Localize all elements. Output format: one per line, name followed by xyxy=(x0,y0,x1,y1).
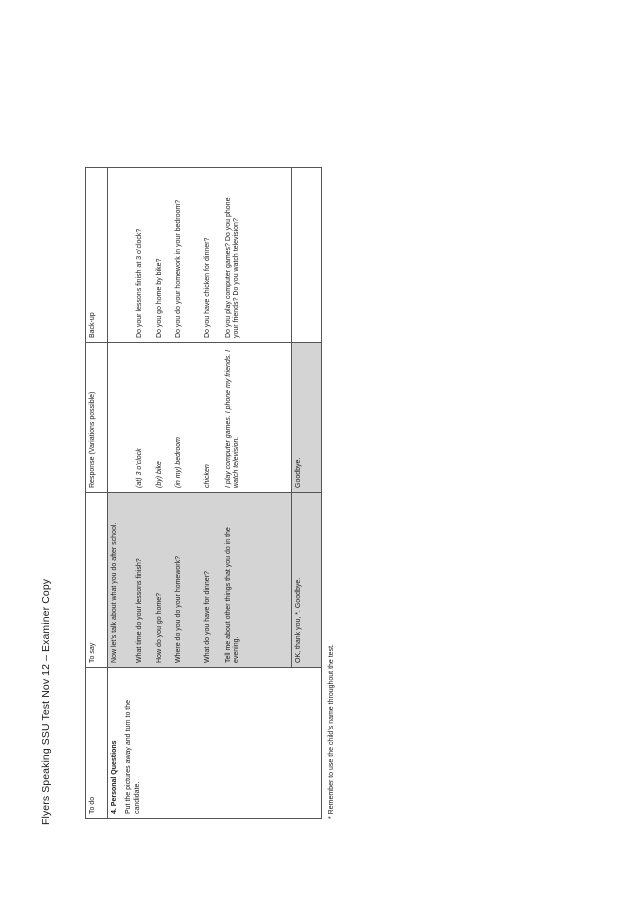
backup-cell-empty xyxy=(291,168,321,343)
question-response: (by) bike xyxy=(155,461,163,488)
question-response: (at) 3 o’clock xyxy=(135,448,143,488)
table-row xyxy=(291,168,321,819)
footnote: * Remember to use the child’s name throughout the test. xyxy=(328,644,335,819)
todo-cell xyxy=(107,668,291,819)
section-title: 4. Personal Questions xyxy=(110,740,118,814)
backup-cell xyxy=(107,168,291,343)
question-response: (in my) bedroom xyxy=(174,437,182,488)
header-todo: To do xyxy=(86,668,108,819)
table-row xyxy=(107,168,291,819)
closing-response: Goodbye. xyxy=(291,343,321,493)
header-say: To say xyxy=(86,493,108,668)
say-cell xyxy=(107,493,291,668)
question-say: What do you have for dinner? xyxy=(203,571,211,663)
table-header-row xyxy=(86,168,108,819)
question-backup: Do you do your homework in your bedroom? xyxy=(174,199,182,338)
closing-say: OK, thank you, *. Goodbye. xyxy=(291,493,321,668)
question-say: How do you go home? xyxy=(155,592,163,663)
todo-cell-empty xyxy=(291,668,321,819)
section-instruction: Put the pictures away and turn to the candidate. xyxy=(125,699,141,814)
question-say: Tell me about other things that you do in the evening. xyxy=(224,527,241,663)
question-response: I play computer games. I phone my friends. I watch television. xyxy=(224,349,241,488)
response-cell xyxy=(107,343,291,493)
question-response: chicken xyxy=(203,464,211,488)
examiner-table xyxy=(85,167,322,819)
intro-text: Now let’s talk about what you do after school. xyxy=(110,522,118,663)
question-backup: Do you go home by bike? xyxy=(155,258,163,338)
question-backup: Do your lessons finish at 3 o’clock? xyxy=(135,228,143,338)
question-backup: Do you play computer games? Do you phone your friends? Do you watch television? xyxy=(224,197,241,338)
header-response: Response (Variations possible) xyxy=(86,343,108,493)
question-say: What time do your lessons finish? xyxy=(135,558,143,663)
question-say: Where do you do your homework? xyxy=(174,556,182,663)
question-backup: Do you have chicken for dinner? xyxy=(203,237,211,338)
document-title: Flyers Speaking SSU Test Nov 12 – Examiner Copy xyxy=(40,578,52,825)
header-backup: Back-up xyxy=(86,168,108,343)
